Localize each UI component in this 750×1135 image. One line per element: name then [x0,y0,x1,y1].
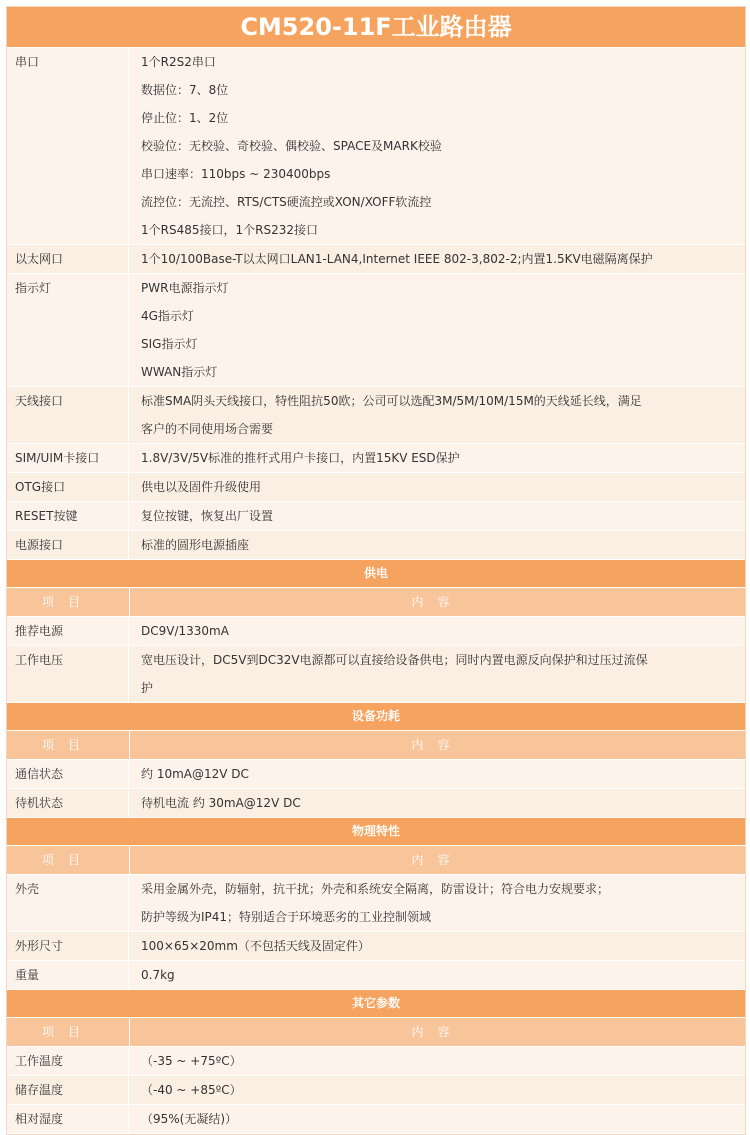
header-content: 内容 [411,738,464,752]
row-content [129,387,745,443]
row-label: 电源接口 [7,531,129,559]
table-row [7,531,745,560]
table-row [7,274,745,387]
row-content [129,1105,745,1133]
spec-sections [7,560,745,1134]
content-line: 流控位：无流控、RTS/CTS硬流控或XON/XOFF软流控 [141,195,432,209]
row-content [129,473,745,501]
row-label: OTG接口 [7,473,129,501]
section-title: 供电 [7,560,745,588]
header-content: 内容 [411,595,464,609]
content-line: 待机电流 约 30mA@12V DC [141,796,301,810]
content-line: 复位按键，恢复出厂设置 [141,509,274,523]
row-content [129,789,745,817]
row-content [129,617,745,645]
row-label: 推荐电源 [7,617,129,645]
content-line: 1个10/100Base-T以太网口LAN1-LAN4,Internet IEEE 802-3,802-2;内置1.5KV电磁隔离保护 [141,252,653,266]
row-label: 工作电压 [7,646,129,702]
row-content [129,531,745,559]
row-label: 以太网口 [7,245,129,273]
table-row [7,387,745,444]
page-title: CM520-11F工业路由器 [7,7,745,48]
section-header [7,588,745,617]
table-row [7,473,745,502]
content-line: （-40 ~ +85ºC） [141,1083,242,1097]
section-header [7,1018,745,1047]
content-line: 数据位：7、8位 [141,83,229,97]
spec-sheet [6,6,746,1135]
table-row [7,444,745,473]
row-label: SIM/UIM卡接口 [7,444,129,472]
content-line: 采用金属外壳，防辐射，抗干扰；外壳和系统安全隔离，防雷设计；符合电力安规要求； [141,882,610,896]
row-content [129,245,745,273]
row-label: 相对湿度 [7,1105,129,1133]
row-content [129,646,745,702]
content-line: 0.7kg [141,968,175,982]
row-content [129,48,745,244]
content-line: 4G指示灯 [141,309,194,323]
row-content [129,1076,745,1104]
table-row [7,1047,745,1076]
content-line: 100×65×20mm（不包括天线及固定件） [141,939,370,953]
header-item: 项目 [7,1018,130,1046]
header-content: 内容 [411,853,464,867]
table-row [7,789,745,818]
row-label: 串口 [7,48,129,244]
content-line: 校验位：无校验、奇校验、偶校验、SPACE及MARK校验 [141,139,442,153]
content-line: 供电以及固件升级使用 [141,480,262,494]
row-content [129,444,745,472]
header-item: 项目 [7,846,130,874]
row-content [129,760,745,788]
row-label: 指示灯 [7,274,129,386]
content-line: 标准的圆形电源插座 [141,538,250,552]
spec-table [7,48,745,560]
table-row [7,1076,745,1105]
content-line: 宽电压设计，DC5V到DC32V电源都可以直接给设备供电；同时内置电源反向保护和过压过流保 [141,653,648,667]
content-line: 标准SMA阴头天线接口，特性阻抗50欧；公司可以选配3M/5M/10M/15M的天线延长线，满足 [141,394,642,408]
row-content [129,932,745,960]
section-header [7,846,745,875]
table-row [7,245,745,274]
table-row [7,617,745,646]
row-content [129,274,745,386]
table-row [7,875,745,932]
section-title: 设备功耗 [7,703,745,731]
content-line: PWR电源指示灯 [141,281,229,295]
content-line: 1个R2S2串口 [141,55,216,69]
row-content [129,1047,745,1075]
content-line: 串口速率：110bps ~ 230400bps [141,167,331,181]
row-content [129,502,745,530]
table-row [7,760,745,789]
section-header [7,731,745,760]
header-item: 项目 [7,731,130,759]
content-line: WWAN指示灯 [141,365,218,379]
content-line: DC9V/1330mA [141,624,229,638]
table-row [7,502,745,531]
row-content [129,875,745,931]
header-content: 内容 [411,1025,464,1039]
row-label: 外壳 [7,875,129,931]
content-line: 客户的不同使用场合需要 [141,422,274,436]
content-line: 停止位：1、2位 [141,111,229,125]
table-row [7,646,745,703]
row-content [129,961,745,989]
content-line: 防护等级为IP41；特别适合于环境恶劣的工业控制领域 [141,910,432,924]
row-label: 外形尺寸 [7,932,129,960]
section-title: 物理特性 [7,818,745,846]
content-line: SIG指示灯 [141,337,198,351]
content-line: 1.8V/3V/5V标准的推杆式用户卡接口，内置15KV ESD保护 [141,451,460,465]
header-item: 项目 [7,588,130,616]
table-row [7,961,745,990]
row-label: 重量 [7,961,129,989]
row-label: 工作温度 [7,1047,129,1075]
row-label: 储存温度 [7,1076,129,1104]
row-label: RESET按键 [7,502,129,530]
content-line: 1个RS485接口，1个RS232接口 [141,223,318,237]
table-row [7,48,745,245]
section-title: 其它参数 [7,990,745,1018]
content-line: 护 [141,681,154,695]
content-line: 约 10mA@12V DC [141,767,249,781]
row-label: 通信状态 [7,760,129,788]
content-line: （-35 ~ +75ºC） [141,1054,242,1068]
row-label: 天线接口 [7,387,129,443]
table-row [7,932,745,961]
row-label: 待机状态 [7,789,129,817]
content-line: （95%(无凝结)） [141,1112,238,1126]
